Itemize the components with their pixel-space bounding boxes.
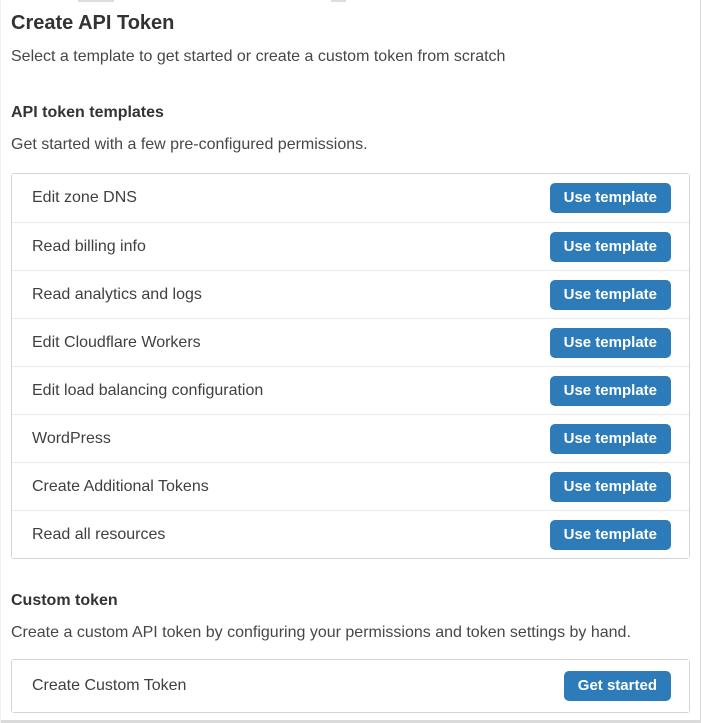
use-template-button[interactable]: Use template — [550, 183, 671, 213]
use-template-button[interactable]: Use template — [550, 328, 671, 358]
template-row — [12, 222, 689, 270]
get-started-button[interactable]: Get started — [564, 671, 671, 701]
use-template-button[interactable]: Use template — [550, 472, 671, 502]
cutoff-content-fragment — [78, 0, 114, 2]
template-row — [12, 510, 689, 558]
template-row-label: Edit load balancing configuration — [32, 381, 264, 399]
template-row-label: Edit zone DNS — [32, 189, 137, 206]
use-template-button[interactable]: Use template — [550, 376, 671, 406]
template-row-label: Create Additional Tokens — [32, 477, 209, 495]
use-template-button[interactable]: Use template — [550, 232, 671, 262]
template-row-label: Read all resources — [32, 525, 166, 543]
page-subtitle: Select a template to get started or create a custom token from scratch — [11, 48, 506, 65]
use-template-button[interactable]: Use template — [550, 520, 671, 550]
template-row-label: WordPress — [32, 429, 111, 447]
page-content — [1, 0, 700, 713]
custom-token-row — [12, 660, 689, 712]
page-title: Create API Token — [11, 12, 175, 34]
template-row — [12, 366, 689, 414]
template-row — [12, 174, 689, 222]
custom-token-heading: Custom token — [11, 592, 118, 609]
template-row-label: Read analytics and logs — [32, 285, 202, 303]
template-row — [12, 462, 689, 510]
template-table — [11, 173, 690, 559]
template-row — [12, 318, 689, 366]
template-row — [12, 414, 689, 462]
custom-token-card — [11, 659, 690, 713]
templates-section-description: Get started with a few pre-configured permissions. — [11, 136, 368, 153]
use-template-button[interactable]: Use template — [550, 280, 671, 310]
custom-token-row-label: Create Custom Token — [32, 677, 187, 694]
template-row — [12, 270, 689, 318]
templates-section-heading: API token templates — [11, 104, 164, 121]
cutoff-content-fragment — [331, 0, 346, 2]
template-row-label: Edit Cloudflare Workers — [32, 333, 201, 351]
use-template-button[interactable]: Use template — [550, 424, 671, 454]
custom-token-description: Create a custom API token by configuring your permissions and token settings by hand. — [11, 624, 631, 641]
template-row-label: Read billing info — [32, 237, 146, 255]
